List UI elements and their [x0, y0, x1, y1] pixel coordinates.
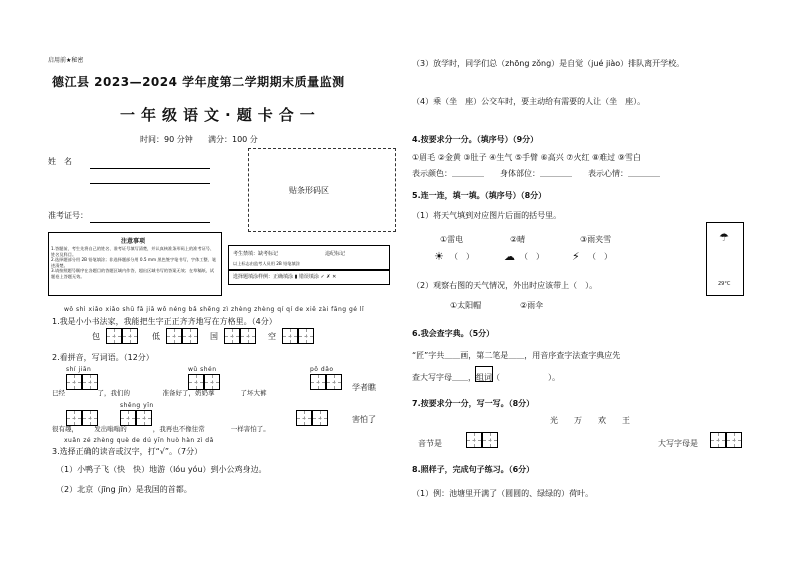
exam-title: 德江县 2023—2024 学年度第二学期期末质量监测: [52, 75, 345, 89]
time-label: 时间：90 分钟: [140, 135, 193, 144]
q1-answer-cell[interactable]: [224, 328, 240, 344]
name-label: 姓 名: [48, 157, 72, 166]
name-field[interactable]: [90, 168, 210, 169]
q5-option: ③雨夹雪: [580, 235, 612, 244]
marks-box: [228, 245, 390, 271]
notice-title: 注意事项: [121, 238, 146, 245]
q2-pinyin: shí jiān: [66, 366, 92, 373]
q1-char: 包: [92, 332, 100, 341]
q3-item: （4）乘（坐 座）公交车时，要主动给有需要的人让（坐 座）。: [412, 97, 646, 106]
barcode-area: [248, 148, 396, 232]
missing-label: 考生禁填：缺考标记: [233, 251, 279, 257]
q5-option2: ②雨伞: [520, 301, 544, 310]
q3-item: （2）北京（jīng jīn）是我国的首都。: [56, 485, 192, 494]
q2-answer-cell[interactable]: [296, 410, 312, 426]
q5-option: ②晴: [510, 235, 526, 244]
sleet-cloud-icon: ☁: [504, 250, 515, 263]
q3-title: 3.选择正确的读音或汉字，打“√”。（7分）: [52, 447, 203, 456]
q7-title: 7.按要求分一分，写一写。（8分）: [412, 399, 535, 408]
id-field[interactable]: [90, 222, 210, 223]
barcode-label: 贴条形码区: [289, 186, 329, 195]
q2-pinyin: shēng yīn: [120, 402, 154, 409]
score-label: 满分：100 分: [208, 135, 258, 144]
q7-answer-cell[interactable]: [482, 432, 498, 448]
notice-items: [51, 246, 217, 280]
q1-pinyin: wǒ shì xiǎo xiǎo shū fǎ jiā wǒ néng bǎ shēng zì zhèng zhèng qí qí de xiě zài fāng gé lǐ: [64, 306, 365, 313]
q1-answer-cell[interactable]: [282, 328, 298, 344]
fill-example: 选择题填涂样例：正确填涂 ▮ 错误填涂 ✓ ✗ ✕: [233, 274, 337, 280]
q6-line1: “匠”字共＿＿画，第二笔是＿＿，用音序查字法查字典应先: [412, 351, 621, 360]
id-label: 准考证号：: [48, 211, 88, 220]
q6-title: 6.我会查字典。（5分）: [412, 329, 495, 338]
subject-title: 一年级语文·题卡合一: [120, 106, 321, 124]
q1-char: 国: [210, 332, 218, 341]
q8-title: 8.照样子，完成句子练习。（6分）: [412, 465, 535, 474]
q1-answer-cell[interactable]: [122, 328, 138, 344]
q1-answer-cell[interactable]: [166, 328, 182, 344]
name-field-extra: [90, 183, 210, 184]
q4-items: ①眉毛 ②金黄 ③肚子 ④生气 ⑤手臂 ⑥高兴 ⑦火红 ⑧难过 ⑨雪白: [412, 153, 641, 162]
q7-answer-cell[interactable]: [726, 432, 742, 448]
q7-left-label: 音节是: [418, 439, 442, 448]
q1-title: 1.我是小小书法家，我能把生字正正齐齐地写在方格里。（4分）: [52, 317, 277, 326]
q2-stem: 害怕了: [352, 415, 376, 424]
fill-example-box: [228, 269, 390, 285]
q1-answer-cell[interactable]: [240, 328, 256, 344]
q7-answer-cell[interactable]: [710, 432, 726, 448]
q4-title: 4.按要求分一分。（填序号）（9分）: [412, 135, 539, 144]
q2-answer-cell[interactable]: [326, 374, 342, 390]
q2-answer-cell[interactable]: [312, 410, 328, 426]
q2-stem: 学者瞧: [352, 383, 376, 392]
q2-answer-cell[interactable]: [310, 374, 326, 390]
q3-pinyin: xuǎn zé zhèng què de dú yīn huò hàn zì dǎ: [64, 437, 214, 444]
q2-pinyin: pō dǎo: [310, 366, 334, 373]
q7-word: 光: [550, 416, 558, 425]
q3-item: （1）小鸭子飞（快 快）地游（lóu yóu）到小公鸡身边。: [56, 465, 267, 474]
q1-char: 空: [268, 332, 276, 341]
notice-box: [48, 232, 222, 296]
q2-pinyin: wǔ shén: [188, 366, 217, 373]
lightning-icon: ⚡: [572, 250, 580, 263]
answer-bracket[interactable]: （ ）: [588, 252, 612, 261]
q5-option2: ①太阳帽: [450, 301, 482, 310]
q4-row: 表示颜色：＿＿＿＿ 身体部位：＿＿＿＿ 表示心情：＿＿＿＿: [412, 169, 660, 178]
q7-answer-cell[interactable]: [466, 432, 482, 448]
q7-word: 欢: [598, 416, 606, 425]
notice-item: 2.选择题部分用 2B 铅笔填涂；非选择题部分用 0.5 mm 黑色签字笔书写，字体工整、笔迹清楚。: [51, 257, 217, 268]
q7-word: 王: [622, 416, 630, 425]
q6-letter-box[interactable]: [475, 366, 493, 382]
marks-note: 以上标志由监考人员用 2B 铅笔填涂: [233, 261, 300, 266]
q5-option: ①雷电: [440, 235, 464, 244]
q5-title: 5.连一连，填一填。（填序号）（8分）: [412, 191, 547, 200]
q7-right-label: 大写字母是: [658, 439, 698, 448]
temperature: 29°C: [718, 281, 731, 287]
q1-answer-cell[interactable]: [298, 328, 314, 344]
weather-card: [706, 222, 744, 296]
cloud-rain-icon: ☂: [719, 231, 729, 244]
q1-answer-cell[interactable]: [182, 328, 198, 344]
q7-word: 万: [574, 416, 582, 425]
notice-item: 3.请按照题号顺序在各题目的答题区域内作答，超出区域书写的答案无效；在草稿纸、试题卷上答题无效。: [51, 268, 215, 279]
q2-title: 2.看拼音，写词语。（12分）: [52, 353, 154, 362]
answer-bracket[interactable]: （ ）: [450, 252, 474, 261]
q8-example: （1）例：池塘里开满了（圆圆的、绿绿的）荷叶。: [412, 489, 594, 498]
q1-answer-cell[interactable]: [106, 328, 122, 344]
q3-item: （3）放学时，同学们总（zhōng zǒng）是自觉（jué jiào）排队离开学校。: [412, 59, 685, 68]
q6-line2: 查大写字母＿＿，组词（ ）。: [412, 373, 560, 382]
q5-sub1: （1）将天气填到对应图片后面的括号里。: [412, 211, 562, 220]
q1-char: 低: [152, 332, 160, 341]
notice-item: 1.答题前，考生先将自己的姓名、准考证号填写清楚，并认真核准条形码上的准考证号、姓名及科目。: [51, 246, 215, 257]
q2-line2: 很有趣， 发出嗡嗡的 ，我再也不像往常 一样害怕了。: [52, 425, 270, 433]
answer-bracket[interactable]: （ ）: [520, 252, 544, 261]
sun-icon: ☀: [434, 250, 444, 263]
q5-sub2: （2）观察右图的天气情况，外出时应该带上（ ）。: [412, 281, 598, 290]
q2-line1: 巳经 了，我们的 准备好了，奶奶拿 了坏大裤: [52, 389, 267, 397]
secret-mark: 启用前★秘密: [48, 57, 84, 64]
violation-label: 违纪标记: [325, 251, 346, 257]
